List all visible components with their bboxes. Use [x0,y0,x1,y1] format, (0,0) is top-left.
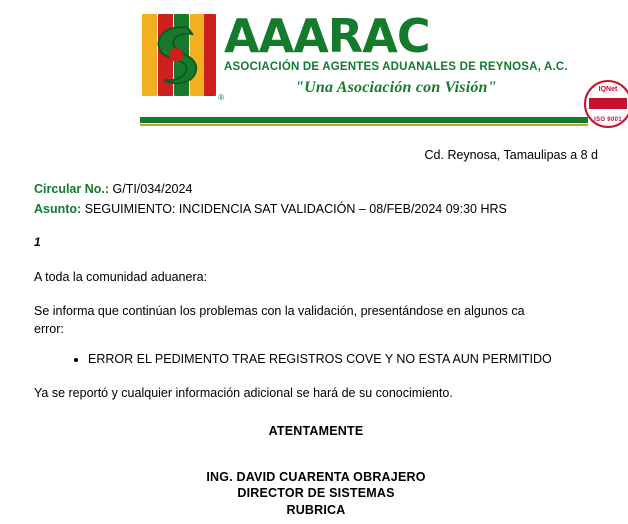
greeting: A toda la comunidad aduanera: [34,269,208,284]
logo [140,8,568,100]
paragraph-1-text: Se informa que continúan los problemas con la validación, presentándose en algunos ca [34,303,525,318]
error-list [34,350,598,368]
emblem-bar [204,14,216,96]
closing-salutation: ATENTAMENTE [268,424,364,439]
aaarac-emblem-icon [140,8,224,102]
paragraph-1 [34,302,598,338]
asunto-label: Asunto: [34,202,82,217]
letterhead [0,0,628,132]
seal-bottom-label: ISO 9001 [594,117,622,123]
brand-name: AAARAC [224,9,430,63]
registered-mark: ® [218,93,224,102]
list-item: • ERROR EL PEDIMENTO TRAE REGISTROS COVE Y NO ESTA AUN PERMITIDO [88,350,598,368]
signature-name: ING. DAVID CUARENTA OBRAJERO [206,469,426,484]
document-body [0,132,628,519]
asunto-value: SEGUIMIENTO: INCIDENCIA SAT VALIDACIÓN – 08/FEB/2024 09:30 HRS [84,202,507,217]
iso-certification-seal-icon [584,80,628,128]
circular-label: Circular No.: [34,182,110,197]
signature-title: DIRECTOR DE SISTEMAS [237,486,395,501]
seal-top-label: IQNet [598,86,618,93]
place-and-date: Cd. Reynosa, Tamaulipas a 8 d [424,148,598,162]
signature-block [34,469,598,520]
circular-value: G/TI/034/2024 [112,182,193,197]
circular-line [34,180,598,198]
asunto-line [34,200,598,218]
header-rule-green [140,117,588,123]
signature-note: RUBRICA [286,503,346,518]
paragraph-1-continuation: error: [34,322,64,337]
header-rule-gold [140,124,588,126]
brand-slogan: "Una Asociación con Visión" [295,79,497,96]
header-rule [140,117,588,126]
page-number: 1 [34,235,41,250]
brand-block [224,8,568,97]
swirl-icon [148,22,204,88]
brand-subtitle: ASOCIACIÓN DE AGENTES ADUANALES DE REYNOSA, A.C. [224,61,568,73]
seal-band [589,98,627,109]
paragraph-2: Ya se reportó y cualquier información adicional se hará de su conocimiento. [34,386,453,401]
